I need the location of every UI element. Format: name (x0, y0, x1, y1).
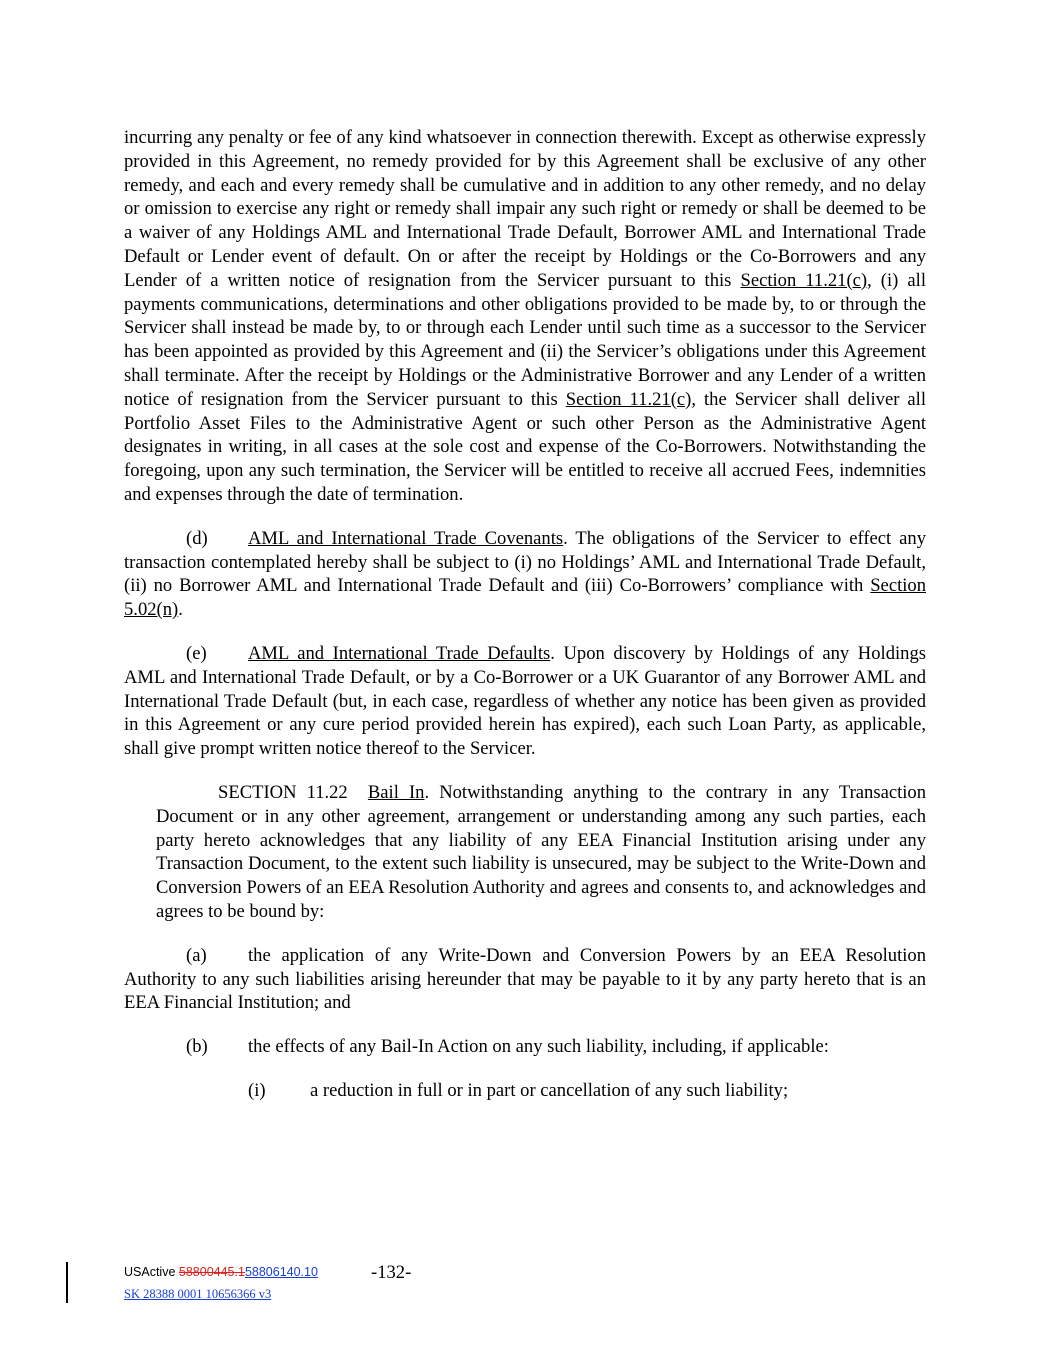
section-11-22 (156, 781, 926, 924)
clause-heading: AML and International Trade Defaults (248, 642, 551, 664)
clause-text: . (178, 599, 183, 621)
clause-label: (b) (186, 1036, 208, 1058)
page-number: -132- (371, 1262, 412, 1283)
clause-label: (a) (186, 944, 207, 966)
cross-reference: Section 11.21(c) (740, 269, 868, 291)
paragraph-text: incurring any penalty or fee of any kind whatsoever in connection therewith. Except as otherwise expressly provided in this Agreement, no remedy provided for by this Agreement shall be exclusive of any other remedy, and each and every remedy shall be cumulative and in addition to any other remedy, and no delay or omission to exercise any right or remedy shall impair any such right or remedy or shall be deemed to be a waiver of any Holdings AML and International Trade Default, Borrower AML and International Trade Default or Lender event of default. On or after the receipt by Holdings or the Co-Borrowers and any Lender of a written notice of resignation from the Servicer pursuant to this (124, 127, 926, 291)
clause-text: the application of any Write-Down and Conversion Powers by an EEA Resolution Authority to any such liabilities arising hereunder that may be payable to it by any party hereto that is an EEA Financial Institution; and (124, 944, 926, 1014)
cross-reference: Section 5.02(n) (124, 575, 926, 621)
footer-inserted-id: 58806140.10 (244, 1265, 318, 1279)
footer-doc-id (124, 1264, 318, 1280)
paragraph-continuation (124, 126, 926, 507)
paragraph-text: , the Servicer shall deliver all Portfolio Asset Files to the Administrative Agent or such other Person as the Administrative Agent designates in writing, in all cases at the sole cost and expense of the Co-Borrowers. Notwithstanding the foregoing, upon any such termination, the Servicer will be entitled to receive all accrued Fees, indemnities and expenses through the date of termination. (124, 388, 926, 505)
section-text: . Notwithstanding anything to the contrary in any Transaction Document or in any other agreement, arrangement or understanding among any such parties, each party hereto acknowledges that any liability of any EEA Financial Institution arising under any Transaction Document, to the extent such liability is unsecured, may be subject to the Write-Down and Conversion Powers of an EEA Resolution Authority and agrees and consents to, and acknowledges and agrees to be bound by: (156, 781, 926, 922)
change-bar (66, 1262, 68, 1303)
clause-label: (e) (186, 642, 207, 664)
footer-deleted-id: 58800445.1 (178, 1265, 245, 1279)
clause-label: (i) (248, 1079, 266, 1101)
clause-text: the effects of any Bail-In Action on any such liability, including, if applicable: (248, 1036, 829, 1058)
footer-prefix: USActive (124, 1265, 179, 1279)
section-title: Bail In (367, 781, 425, 803)
clause-a (124, 944, 926, 1015)
clause-d (124, 527, 926, 622)
clause-text: . The obligations of the Servicer to effect any transaction contemplated hereby shall be subject to (i) no Holdings’ AML and International Trade Default, (ii) no Borrower AML and International Trade Default and (iii) Co-Borrowers’ compliance with (124, 527, 926, 597)
clause-text: a reduction in full or in part or cancellation of any such liability; (310, 1079, 789, 1101)
paragraph-text: , (i) all payments communications, determinations and other obligations provided to be made by, to or through the Servicer shall instead be made by, to or through each Lender until such time as a successor to the Servicer has been appointed as provided by this Agreement and (ii) the Servicer’s obligations under this Agreement shall terminate. After the receipt by Holdings or the Administrative Borrower and any Lender of a written notice of resignation from the Servicer pursuant to this (124, 269, 926, 410)
clause-label: (d) (186, 527, 208, 549)
clause-e (124, 642, 926, 761)
document-body (124, 126, 926, 1103)
cross-reference: Section 11.21(c) (565, 388, 692, 410)
footer-doc-ref: SK 28388 0001 10656366 v3 (124, 1287, 272, 1301)
section-number: SECTION 11.22 (218, 781, 348, 803)
clause-b-i (248, 1079, 926, 1103)
clause-b (186, 1035, 926, 1059)
clause-heading: AML and International Trade Covenants (248, 527, 564, 549)
clause-text: . Upon discovery by Holdings of any Holdings AML and International Trade Default, or by a Co-Borrower or a UK Guarantor of any Borrower AML and International Trade Default (but, in each case, regardless of whether any notice has been given as provided in this Agreement or any cure period provided herein has expired), each such Loan Party, as applicable, shall give prompt written notice thereof to the Servicer. (124, 642, 926, 760)
